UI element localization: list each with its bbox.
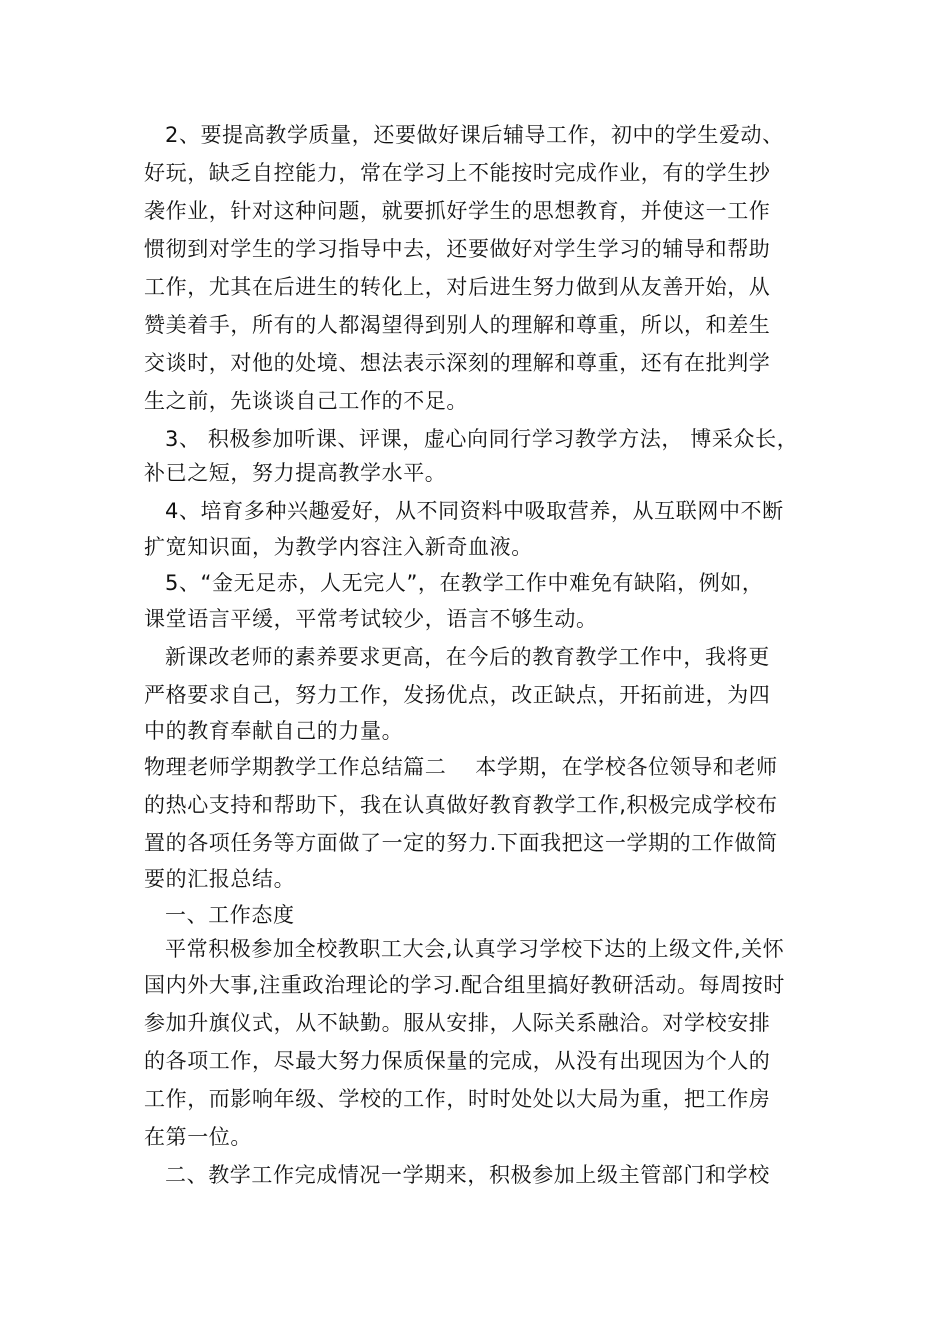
text-line: 中的教育奉献自己的力量。: [144, 719, 404, 743]
text-line: 惯彻到对学生的学习指导中去，还要做好对学生学习的辅导和帮助: [144, 237, 771, 261]
text-line: 5、“金无足赤，人无完人”，在教学工作中难免有缺陷，例如，: [165, 571, 764, 595]
text-line: 好玩，缺乏自控能力，常在学习上不能按时完成作业，有的学生抄: [144, 161, 771, 185]
text-line: 置的各项任务等方面做了一定的努力.下面我把这一学期的工作做简: [144, 831, 778, 855]
text-line: 要的汇报总结。: [144, 867, 296, 891]
text-line: 课堂语言平缓，平常考试较少，语言不够生动。: [144, 607, 598, 631]
text-line: 工作，而影响年级、学校的工作，时时处处以大局为重，把工作房: [144, 1087, 771, 1111]
subheading: 一、工作态度: [165, 903, 295, 927]
text-line: 的各项工作，尽最大努力保质保量的完成，从没有出现因为个人的: [144, 1049, 771, 1073]
text-line: 严格要求自己，努力工作，发扬优点，改正缺点，开拓前进，为四: [144, 683, 771, 707]
text-line: 袭作业，针对这种问题，就要抓好学生的思想教育，并使这一工作: [144, 199, 771, 223]
text-line: 在第一位。: [144, 1125, 252, 1149]
text-line: 生之前，先谈谈自己工作的不足。: [144, 389, 468, 413]
text-line: 国内外大事,注重政治理论的学习.配合组里搞好教研活动。每周按时: [144, 973, 785, 997]
text-line: 补已之短，努力提高教学水平。: [144, 461, 447, 485]
text-line: 交谈时，对他的处境、想法表示深刻的理解和尊重，还有在批判学: [144, 351, 771, 375]
text-line: 3、 积极参加听课、评课，虚心向同行学习教学方法， 博采众长，: [165, 427, 799, 451]
text-line: 参加升旗仪式，从不缺勤。服从安排，人际关系融洽。对学校安排: [144, 1011, 771, 1035]
text-line: 赞美着手，所有的人都渴望得到别人的理解和尊重，所以，和差生: [144, 313, 771, 337]
text-line: 平常积极参加全校教职工大会,认真学习学校下达的上级文件,关怀: [165, 937, 785, 961]
text-line: 的热心支持和帮助下，我在认真做好教育教学工作,积极完成学校布: [144, 793, 778, 817]
section-heading: 物理老师学期教学工作总结篇二 本学期，在学校各位领导和老师: [144, 755, 778, 779]
text-line: 扩宽知识面，为教学内容注入新奇血液。: [144, 535, 533, 559]
text-line: 新课改老师的素养要求更高，在今后的教育教学工作中，我将更: [165, 645, 770, 669]
text-line: 2、要提高教学质量，还要做好课后辅导工作，初中的学生爱动、: [165, 123, 784, 147]
subheading: 二、教学工作完成情况一学期来，积极参加上级主管部门和学校: [165, 1163, 770, 1187]
text-line: 4、培育多种兴趣爱好，从不同资料中吸取营养，从互联网中不断: [165, 499, 784, 523]
text-line: 工作，尤其在后进生的转化上，对后进生努力做到从友善开始，从: [144, 275, 771, 299]
